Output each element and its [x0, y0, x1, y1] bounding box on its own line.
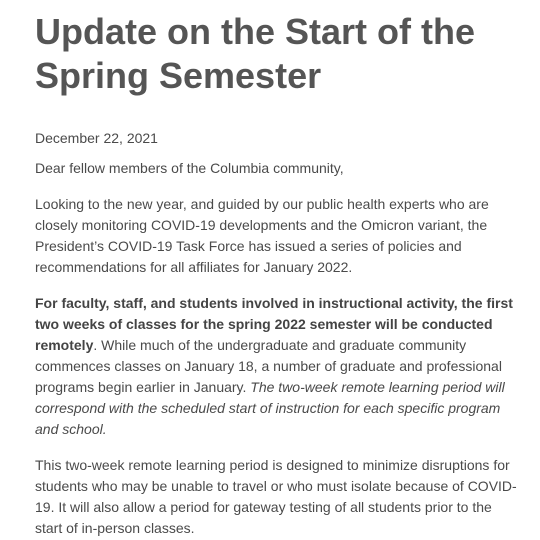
article-date: December 22, 2021 — [35, 130, 158, 146]
paragraph-2-bold: For faculty, staff, and students involved in instructional activity, the first two weeks of classes for the spring 2022 semester will be conducted remotely — [35, 295, 513, 353]
greeting: Dear fellow members of the Columbia community, — [35, 160, 344, 176]
paragraph-2 — [35, 293, 520, 440]
paragraph-1: Looking to the new year, and guided by our public health experts who are closely monitoring COVID-19 developments and the Omicron variant, the President’s COVID-19 Task Force has issued a series of policies and recommendations for all affiliates for January 2022. — [35, 196, 489, 275]
page-title: Update on the Start of the Spring Semester — [35, 11, 475, 96]
paragraph-2-normal: . While much of the undergraduate and graduate community commences classes on January 18, a number of graduate and professional programs begin earlier in January. — [35, 337, 502, 395]
paragraph-2-italic: The two-week remote learning period will correspond with the scheduled start of instruction for each specific program and school. — [35, 379, 505, 437]
paragraph-3: This two-week remote learning period is designed to minimize disruptions for students who may be unable to travel or who must isolate because of COVID-19. It will also allow a period for gateway testing of all students prior to the start of in-person classes. — [35, 457, 517, 536]
